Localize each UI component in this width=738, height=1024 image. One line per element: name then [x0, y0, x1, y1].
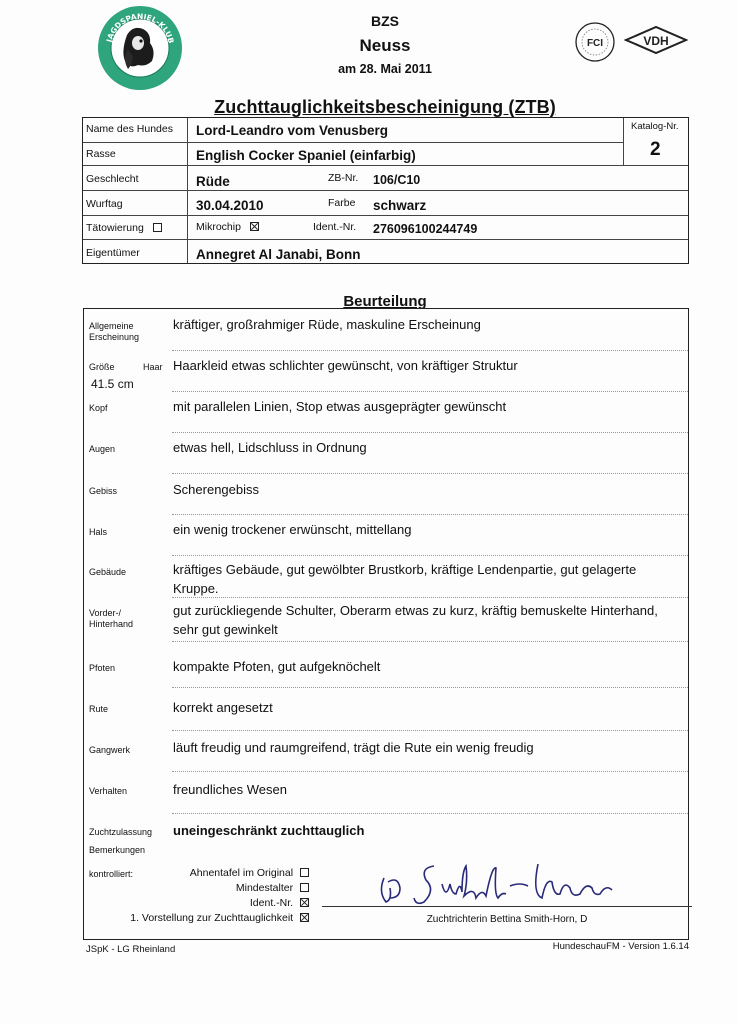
tattoo-label: Tätowierung	[86, 222, 144, 234]
row-label-behavior: Verhalten	[89, 786, 128, 796]
name-label: Name des Hundes	[86, 123, 173, 135]
vdh-logo-text: VDH	[643, 34, 669, 48]
microchip-checkbox[interactable]	[250, 222, 259, 231]
check-item	[104, 881, 309, 896]
club-logo	[97, 5, 183, 91]
row-label-general: Allgemeine Erscheinung	[89, 321, 140, 342]
row-text-limbs: gut zurückliegende Schulter, Oberarm etwas zu kurz, kräftig bemuskelte Hinterhand, sehr gut gewinkelt	[173, 603, 658, 637]
club-logo-text: JAGDSPANIEL-KLUB	[104, 11, 176, 45]
checked-label: kontrolliert:	[89, 869, 134, 879]
fci-logo	[574, 21, 616, 63]
breeding-value: uneingeschränkt zuchttauglich	[173, 823, 365, 838]
sex-label: Geschlecht	[86, 173, 139, 185]
row-text-eyes: etwas hell, Lidschluss in Ordnung	[173, 440, 367, 455]
row-text-bite: Scherengebiss	[173, 482, 259, 497]
row-text-feet: kompakte Pfoten, gut aufgeknöchelt	[173, 659, 381, 674]
catalog-label: Katalog-Nr.	[631, 121, 679, 132]
check-minage-box[interactable]	[300, 883, 309, 892]
check-item	[104, 896, 309, 911]
check-list	[104, 866, 309, 926]
check-first-label: 1. Vorstellung zur Zuchttauglichkeit	[130, 912, 294, 924]
zb-label: ZB-Nr.	[328, 172, 359, 184]
judge-name: Zuchtrichterin Bettina Smith-Horn, D	[426, 914, 588, 925]
org-name: BZS	[371, 13, 399, 29]
size-label: Größe	[89, 362, 115, 372]
row-text-behavior: freundliches Wesen	[173, 782, 287, 797]
dog-info-table	[82, 117, 689, 264]
row-text-coat: Haarkleid etwas schlichter gewünscht, von kräftiger Struktur	[173, 358, 518, 373]
assessment-title: Beurteilung	[343, 293, 427, 310]
row-text-general: kräftiger, großrahmiger Rüde, maskuline Erscheinung	[173, 317, 481, 332]
row-label-eyes: Augen	[89, 444, 116, 454]
whelped-label: Wurftag	[86, 198, 123, 210]
coat-label: Haar	[143, 362, 163, 372]
row-text-neck: ein wenig trockener erwünscht, mittellang	[173, 522, 412, 537]
row-text-body: kräftiges Gebäude, gut gewölbter Brustkorb, kräftige Lendenpartie, gut gelagerte Kruppe.	[173, 562, 637, 596]
breeding-label: Zuchtzulassung	[89, 827, 153, 837]
microchip-label: Mikrochip	[196, 221, 241, 233]
breed: English Cocker Spaniel (einfarbig)	[196, 148, 416, 163]
row-label-neck: Hals	[89, 527, 108, 537]
owner: Annegret Al Janabi, Bonn	[196, 247, 361, 262]
catalog-number: 2	[650, 139, 661, 160]
check-ident-label: Ident.-Nr.	[249, 897, 294, 909]
signature-line	[322, 906, 692, 907]
fci-logo-text: FCI	[586, 38, 604, 49]
document-title: Zuchttauglichkeitsbescheinigung (ZTB)	[214, 97, 556, 117]
check-ident-box[interactable]	[300, 898, 309, 907]
show-date: am 28. Mai 2011	[338, 62, 432, 76]
row-text-head: mit parallelen Linien, Stop etwas ausgeprägter gewünscht	[173, 399, 507, 414]
ident-label: Ident.-Nr.	[313, 221, 357, 233]
check-item	[104, 866, 309, 881]
ident-number: 276096100244749	[373, 222, 478, 236]
check-pedigree-box[interactable]	[300, 868, 309, 877]
check-first-box[interactable]	[300, 913, 309, 922]
coat-color: schwarz	[373, 198, 427, 213]
vdh-logo	[624, 25, 688, 55]
row-text-tail: korrekt angesetzt	[173, 700, 273, 715]
size-value: 41.5 cm	[91, 377, 134, 391]
color-label: Farbe	[328, 197, 356, 209]
row-text-gait: läuft freudig und raumgreifend, trägt die Rute ein wenig freudig	[173, 740, 534, 755]
row-label-tail: Rute	[89, 704, 109, 714]
assessment-box	[83, 308, 689, 940]
breed-label: Rasse	[86, 148, 116, 160]
check-minage-label: Mindestalter	[235, 882, 294, 894]
row-label-body: Gebäude	[89, 567, 127, 577]
row-label-feet: Pfoten	[89, 663, 116, 673]
dog-name: Lord-Leandro vom Venusberg	[196, 123, 389, 138]
tattoo-checkbox[interactable]	[153, 223, 162, 232]
remarks-label: Bemerkungen	[89, 845, 146, 855]
row-label-gait: Gangwerk	[89, 745, 131, 755]
sex: Rüde	[196, 174, 230, 189]
zb-number: 106/C10	[373, 173, 421, 187]
check-pedigree-label: Ahnentafel im Original	[189, 867, 294, 879]
footer-right: HundeschauFM - Version 1.6.14	[552, 941, 689, 952]
show-city: Neuss	[359, 36, 411, 55]
row-label-head: Kopf	[89, 403, 108, 413]
check-item	[104, 911, 309, 926]
row-label-limbs: Vorder-/ Hinterhand	[89, 608, 134, 629]
footer-left: JSpK - LG Rheinland	[86, 944, 176, 955]
row-label-bite: Gebiss	[89, 486, 118, 496]
owner-label: Eigentümer	[86, 247, 140, 259]
whelped-date: 30.04.2010	[196, 198, 264, 213]
